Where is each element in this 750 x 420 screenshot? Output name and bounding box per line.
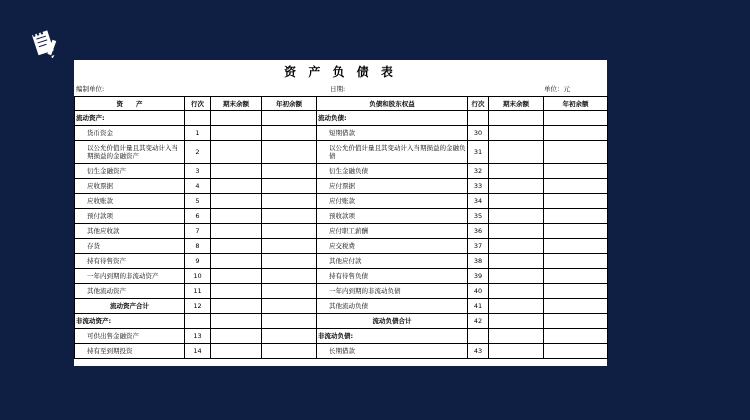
left-item: 一年内到期的非流动资产 (75, 269, 185, 284)
right-item: 短期借款 (317, 126, 468, 141)
right-line-no: 41 (468, 299, 489, 314)
right-begin-value[interactable] (544, 111, 608, 126)
table-row (75, 329, 608, 344)
left-end-value[interactable] (211, 239, 262, 254)
left-end-value[interactable] (211, 299, 262, 314)
document-pencil-icon (30, 28, 60, 58)
left-item: 预付款项 (75, 209, 185, 224)
balance-sheet (74, 60, 607, 366)
right-begin-value[interactable] (544, 314, 608, 329)
left-begin-value[interactable] (262, 164, 317, 179)
left-begin-value[interactable] (262, 224, 317, 239)
header-begin-balance: 年初余额 (544, 97, 608, 111)
left-item: 持有待售资产 (75, 254, 185, 269)
left-line-no: 11 (185, 284, 211, 299)
left-begin-value[interactable] (262, 111, 317, 126)
compiling-unit-label: 编制单位: (76, 85, 105, 93)
table-row (75, 164, 608, 179)
left-line-no: 5 (185, 194, 211, 209)
left-begin-value[interactable] (262, 344, 317, 359)
right-end-value[interactable] (489, 126, 544, 141)
left-end-value[interactable] (211, 254, 262, 269)
right-end-value[interactable] (489, 209, 544, 224)
left-line-no: 6 (185, 209, 211, 224)
right-line-no: 42 (468, 314, 489, 329)
right-item: 流动负债合计 (317, 314, 468, 329)
left-item: 其他应收款 (75, 224, 185, 239)
right-item: 流动负债: (317, 111, 468, 126)
right-begin-value[interactable] (544, 141, 608, 164)
left-begin-value[interactable] (262, 329, 317, 344)
left-line-no: 2 (185, 141, 211, 164)
right-begin-value[interactable] (544, 269, 608, 284)
table-row (75, 284, 608, 299)
header-line-no: 行次 (468, 97, 489, 111)
right-begin-value[interactable] (544, 209, 608, 224)
left-item: 货币资金 (75, 126, 185, 141)
left-line-no: 1 (185, 126, 211, 141)
left-end-value[interactable] (211, 269, 262, 284)
table-row (75, 299, 608, 314)
right-line-no: 35 (468, 209, 489, 224)
header-end-balance: 期末余额 (211, 97, 262, 111)
right-end-value[interactable] (489, 194, 544, 209)
right-begin-value[interactable] (544, 299, 608, 314)
left-end-value[interactable] (211, 111, 262, 126)
left-end-value[interactable] (211, 314, 262, 329)
right-end-value[interactable] (489, 344, 544, 359)
left-item: 流动资产合计 (75, 299, 185, 314)
left-end-value[interactable] (211, 284, 262, 299)
right-line-no: 36 (468, 224, 489, 239)
right-line-no: 34 (468, 194, 489, 209)
right-begin-value[interactable] (544, 126, 608, 141)
left-item: 持有至到期投资 (75, 344, 185, 359)
left-begin-value[interactable] (262, 239, 317, 254)
header-begin-balance: 年初余额 (262, 97, 317, 111)
left-item: 衍生金融资产 (75, 164, 185, 179)
right-begin-value[interactable] (544, 329, 608, 344)
table-row (75, 254, 608, 269)
right-item: 应付账款 (317, 194, 468, 209)
header-end-balance: 期末余额 (489, 97, 544, 111)
left-end-value[interactable] (211, 344, 262, 359)
right-line-no (468, 329, 489, 344)
right-item: 长期借款 (317, 344, 468, 359)
right-end-value[interactable] (489, 284, 544, 299)
header-line-no: 行次 (185, 97, 211, 111)
left-end-value[interactable] (211, 194, 262, 209)
right-item: 非流动负债: (317, 329, 468, 344)
left-begin-value[interactable] (262, 141, 317, 164)
right-begin-value[interactable] (544, 179, 608, 194)
left-item: 流动资产: (75, 111, 185, 126)
right-end-value[interactable] (489, 314, 544, 329)
right-begin-value[interactable] (544, 284, 608, 299)
date-label: 日期: (330, 85, 346, 93)
left-begin-value[interactable] (262, 269, 317, 284)
left-begin-value[interactable] (262, 209, 317, 224)
right-end-value[interactable] (489, 111, 544, 126)
left-item: 存货 (75, 239, 185, 254)
table-row (75, 111, 608, 126)
left-item: 以公允价值计量且其变动计入当期损益的金融资产 (75, 141, 185, 164)
left-line-no: 4 (185, 179, 211, 194)
left-item: 可供出售金融资产 (75, 329, 185, 344)
right-end-value[interactable] (489, 179, 544, 194)
left-item: 应收账款 (75, 194, 185, 209)
left-end-value[interactable] (211, 141, 262, 164)
left-line-no: 13 (185, 329, 211, 344)
currency-unit-label: 单位：元 (544, 85, 570, 93)
page-title: 资 产 负 债 表 (284, 65, 397, 79)
right-begin-value[interactable] (544, 224, 608, 239)
table-row (75, 269, 608, 284)
left-begin-value[interactable] (262, 284, 317, 299)
right-item: 一年内到期的非流动负债 (317, 284, 468, 299)
right-line-no (468, 111, 489, 126)
left-end-value[interactable] (211, 209, 262, 224)
right-begin-value[interactable] (544, 164, 608, 179)
table-header-row (75, 97, 608, 111)
left-line-no: 12 (185, 299, 211, 314)
table-row (75, 126, 608, 141)
left-line-no (185, 314, 211, 329)
table-row (75, 344, 608, 359)
right-item: 其他流动负债 (317, 299, 468, 314)
left-end-value[interactable] (211, 164, 262, 179)
right-line-no: 40 (468, 284, 489, 299)
right-end-value[interactable] (489, 269, 544, 284)
right-line-no: 33 (468, 179, 489, 194)
left-end-value[interactable] (211, 126, 262, 141)
right-line-no: 31 (468, 141, 489, 164)
right-begin-value[interactable] (544, 239, 608, 254)
left-line-no (185, 111, 211, 126)
balance-sheet-table (74, 96, 608, 359)
table-row (75, 239, 608, 254)
right-end-value[interactable] (489, 239, 544, 254)
left-line-no: 3 (185, 164, 211, 179)
right-item: 预收款项 (317, 209, 468, 224)
right-begin-value[interactable] (544, 194, 608, 209)
right-end-value[interactable] (489, 224, 544, 239)
left-item: 应收票据 (75, 179, 185, 194)
right-item: 衍生金融负债 (317, 164, 468, 179)
left-begin-value[interactable] (262, 179, 317, 194)
right-line-no: 43 (468, 344, 489, 359)
left-line-no: 7 (185, 224, 211, 239)
left-end-value[interactable] (211, 224, 262, 239)
table-row (75, 179, 608, 194)
left-begin-value[interactable] (262, 194, 317, 209)
left-end-value[interactable] (211, 179, 262, 194)
right-end-value[interactable] (489, 254, 544, 269)
right-item: 应付职工薪酬 (317, 224, 468, 239)
right-item: 应付票据 (317, 179, 468, 194)
right-item: 持有待售负债 (317, 269, 468, 284)
table-row (75, 141, 608, 164)
right-begin-value[interactable] (544, 344, 608, 359)
right-item: 以公允价值计量且其变动计入当期损益的金融负债 (317, 141, 468, 164)
right-line-no: 38 (468, 254, 489, 269)
left-begin-value[interactable] (262, 314, 317, 329)
right-line-no: 30 (468, 126, 489, 141)
table-row (75, 224, 608, 239)
left-item: 非流动资产: (75, 314, 185, 329)
header-assets: 资 产 (75, 97, 185, 111)
left-line-no: 9 (185, 254, 211, 269)
right-item: 其他应付款 (317, 254, 468, 269)
right-begin-value[interactable] (544, 254, 608, 269)
left-line-no: 14 (185, 344, 211, 359)
left-begin-value[interactable] (262, 299, 317, 314)
left-begin-value[interactable] (262, 126, 317, 141)
right-end-value[interactable] (489, 329, 544, 344)
right-line-no: 32 (468, 164, 489, 179)
left-end-value[interactable] (211, 329, 262, 344)
table-row (75, 314, 608, 329)
right-end-value[interactable] (489, 141, 544, 164)
left-begin-value[interactable] (262, 254, 317, 269)
right-line-no: 37 (468, 239, 489, 254)
table-row (75, 209, 608, 224)
right-end-value[interactable] (489, 164, 544, 179)
header-liabilities-equity: 负债和股东权益 (317, 97, 468, 111)
right-end-value[interactable] (489, 299, 544, 314)
left-line-no: 10 (185, 269, 211, 284)
right-item: 应交税费 (317, 239, 468, 254)
left-item: 其他流动资产 (75, 284, 185, 299)
left-line-no: 8 (185, 239, 211, 254)
right-line-no: 39 (468, 269, 489, 284)
table-row (75, 194, 608, 209)
